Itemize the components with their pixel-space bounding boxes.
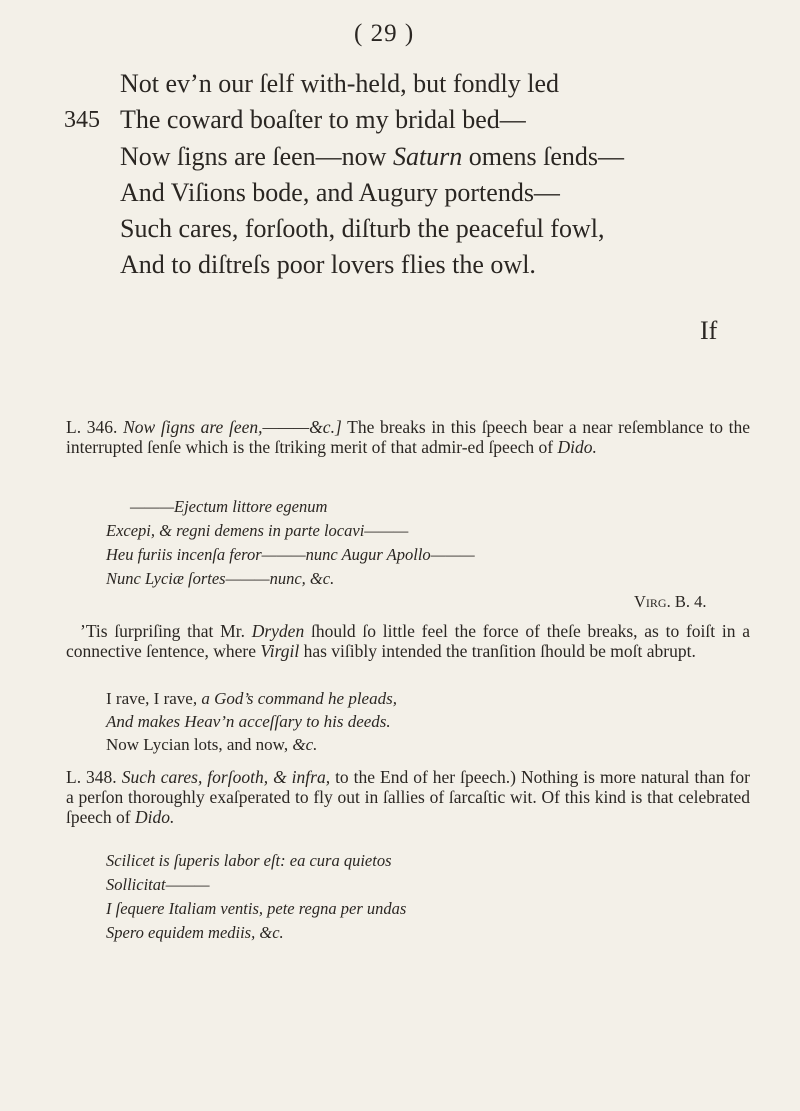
para2-dryden: Dryden — [251, 621, 305, 641]
para2-a: ’Tis ſurpriſing that Mr. — [80, 621, 252, 641]
note-dido: Dido. — [557, 437, 597, 457]
eng-quote-3-i: &c. — [292, 735, 318, 754]
verse-line-3-a: Now ſigns are ſeen—now — [120, 142, 393, 171]
paragraph-dryden — [66, 621, 750, 661]
eng-quote-line-1 — [106, 689, 397, 709]
para2-virgil: Virgil — [260, 641, 300, 661]
eng-quote-2-i: And makes Heav’n acceſſary to his deeds. — [106, 712, 391, 731]
latin2-line-1: Scilicet is ſuperis labor eſt: ea cura quietos — [106, 851, 392, 870]
latin2-line-4: Spero equidem mediis, &c. — [106, 923, 284, 942]
note2-dido: Dido. — [135, 807, 175, 827]
eng-quote-line-2 — [106, 712, 391, 732]
catchword: If — [700, 316, 718, 345]
note-l346 — [66, 417, 750, 457]
note2-text: to the End of her ſpeech.) Nothing is more natural than for a perſon thoroughly exaſperated to fly out in ſallies of ſarcaſtic wit. Of this kind is that celebrated ſpeech of — [66, 767, 750, 827]
verse-line-5: Such cares, forſooth, diſturb the peaceful fowl, — [120, 214, 605, 243]
latin-line-4: Nunc Lyciæ ſortes———nunc, &c. — [106, 569, 335, 588]
verse-line-3-b: omens ſends— — [462, 142, 625, 171]
note2-ref: L. 348. — [66, 767, 117, 787]
note-l348 — [66, 767, 750, 827]
latin2-line-3: I ſequere Italiam ventis, pete regna per undas — [106, 899, 407, 918]
page-number: ( 29 ) — [354, 20, 415, 47]
line-number-345: 345 — [64, 107, 100, 133]
verse-line-4: And Viſions bode, and Augury portends— — [120, 178, 560, 207]
eng-quote-3-a: Now Lycian lots, and now, — [106, 735, 293, 754]
verse-line-3 — [120, 141, 624, 173]
verse-line-2: The coward boaſter to my bridal bed— — [120, 105, 526, 134]
eng-quote-1-a: I rave, I rave, — [106, 689, 202, 708]
para2-b: ſhould ſo little feel the force of theſe breaks, as to foiſt in a connective ſentence, where — [66, 621, 751, 661]
attribution: Virg. B. 4. — [634, 592, 707, 611]
latin2-line-2: Sollicitat——— — [106, 875, 210, 894]
eng-quote-1-i: a God’s command he pleads, — [201, 689, 397, 708]
verse-line-6: And to diſtreſs poor lovers flies the owl. — [120, 250, 536, 279]
para2-c: has viſibly intended the tranſition ſhould be moſt abrupt. — [299, 641, 696, 661]
note2-lemma: Such cares, forſooth, & infra, — [121, 767, 331, 787]
latin-line-2: Excepi, & regni demens in parte locavi——— — [106, 521, 409, 540]
note-lemma: Now ſigns are ſeen,———&c.] — [123, 417, 342, 437]
verse-line-3-italic: Saturn — [392, 142, 463, 171]
note-ref: L. 346. — [66, 417, 118, 437]
note-text: The breaks in this ſpeech bear a near reſemblance to the interrupted ſenſe which is the ſtriking merit of that admir-ed ſpeech of — [66, 417, 751, 457]
latin-line-3: Heu furiis incenſa feror———nunc Augur Apollo——— — [106, 545, 475, 564]
latin-line-1: ———Ejectum littore egenum — [130, 497, 328, 516]
verse-line-1: Not ev’n our ſelf with-held, but fondly led — [120, 69, 560, 98]
eng-quote-line-3 — [106, 735, 317, 755]
